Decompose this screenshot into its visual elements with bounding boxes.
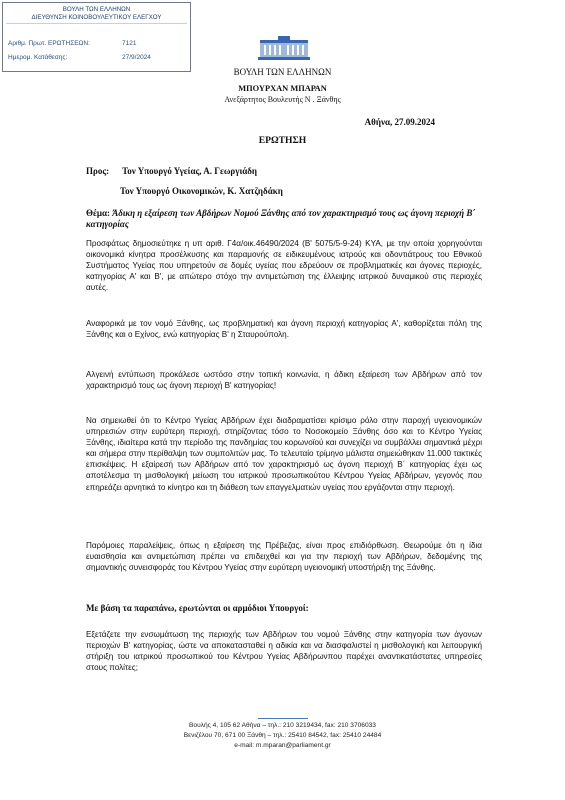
questions-intro: Με βάση τα παραπάνω, ερωτώνται οι αρμόδιοι Υπουργοί: (86, 603, 309, 613)
recipient-2-name: Τον Υπουργό Οικονομικών, Κ. Χατζηδάκη (120, 186, 283, 196)
paragraph-4: Να σημειωθεί ότι το Κέντρο Υγείας Αβδήρων έχει διαδραματίσει κρίσιμο ρόλο στην παροχή υγειονομικών υπηρεσιών στην ευρύτερη περιοχή, στηρίζοντας τόσο το Νοσοκομείο Ξάνθης όσο και το Κέντρο Υγείας Ξάνθης, ιδιαίτερα κατά την περίοδο της πανδημίας του κορωνοϊού και συνεχίζει να συμβάλλει σημαντικά μέχρι και σήμερα στην περίθαλψη των συμπολιτών μας. Το τελευταίο τρίμηνο μάλιστα σημειώθηκαν 11.000 τακτικές επισκέψεις. Η εξαίρεσή των Αβδήρων από τον χαρακτηρισμό ως άγονη περιοχή Β΄ κατηγορίας έχει ως αποτέλεσμα τη μισθολογική μείωση του ιατρικού προσωπικούτου Κέντρου Υγείας Αβδήρων, γεγονός που επηρεάζει αρνητικά το κίνητρο και τη διάθεση των επαγγελματιών υγείας που εργάζονται στην περιοχή. (86, 416, 482, 492)
stamp-date-value: 27/9/2024 (122, 54, 151, 61)
mp-role: Ανεξάρτητος Βουλευτής Ν . Ξάνθης (224, 95, 341, 104)
question-1: Εξετάζετε την ενσωμάτωση της περιοχής των Αβδήρων του νομού Ξάνθης στην κατηγορία των άγονων περιοχών Β' κατηγορίας, ώστε να αποκατασταθεί η αδικία και να διασφαλιστεί η μισθολογική και λειτουργική στήριξη του ιατρικού προσωπικού του Κέντρου Υγείας Αβδήρωνπου παρέχει αναντικατάστατες υπηρεσίες στους πολίτες; (86, 630, 482, 673)
recipient-1 (86, 166, 257, 176)
stamp-line-2: ΔΙΕΥΘΥΝΣΗ ΚΟΙΝΟΒΟΥΛΕΥΤΙΚΟΥ ΕΛΕΓΧΟΥ (31, 13, 162, 21)
paragraph-3: Αλγεινή εντύπωση προκάλεσε ωστόσο στην τοπική κοινωνία, η άδικη εξαίρεση των Αβδήρων από τον χαρακτηρισμό τους ως άγονη περιοχή Β' κατηγορίας! (86, 370, 482, 391)
parliament-logo-icon (258, 34, 310, 62)
stamp-header (6, 3, 187, 24)
parliament-name: ΒΟΥΛΗ ΤΩΝ ΕΛΛΗΝΩΝ (233, 67, 332, 77)
mp-name: ΜΠΟΥΡΧΑΝ ΜΠΑΡΑΝ (238, 84, 327, 93)
stamp-date-label: Ημερομ. Κατάθεσης: (8, 54, 68, 61)
stamp-protocol-value: 7121 (122, 40, 137, 47)
paragraph-1: Προσφάτως δημοσιεύτηκε η υπ αριθ. Γ4α/οικ.46490/2024 (Β' 5075/5-9-24) ΚΥΑ, με την οποία χορηγούνται οικονομικά κίνητρα προσέλκυσης και παραμονής σε ειδικευμένους ιατρούς και οδοντιάτρους του Εθνικού Συστήματος Υγείας που υπηρετούν σε δομές υγείας που εδρεύουν σε προβληματικές και άγονες περιοχές, κατηγορίας Α' και Β', με απώτερο στόχο την αντιμετώπιση της έλλειψης ιατρικού δυναμικού στις περιοχές αυτές. (86, 239, 482, 293)
paragraph-5: Παρόμοιες παραλείψεις, όπως η εξαίρεση της Πρέβεζας, είναι προς επιδιόρθωση. Θεωρούμε ότι η ίδια ευαισθησία και αντιμετώπιση πρέπει να επιδειχθεί και για την περιοχή των Αβδήρων, δεδομένης της σημαντικής συνεισφοράς του Κέντρου Υγείας στην ευρύτερη υγειονομική υποστήριξη της Ξάνθης. (86, 541, 482, 573)
paragraph-2: Αναφορικά με τον νομό Ξάνθης, ως προβληματική και άγονη περιοχή κατηγορίας Α', καθορίζεται πόλη της Ξάνθης και ο Εχίνος, ενώ κατηγορίας Β' η Σταυρούπολη. (86, 319, 482, 340)
document-title: ΕΡΩΤΗΣΗ (258, 135, 307, 146)
footer-address-xanthi: Βενιζέλου 70, 671 00 Ξάνθη – τηλ.: 25410 84542, fax: 25410 24484 (183, 732, 382, 739)
stamp-protocol-label: Αριθμ. Πρωτ. ΕΡΩΤΗΣΕΩΝ: (8, 40, 90, 47)
recipient-label: Προς: (86, 166, 110, 176)
subject-text: Άδικη η εξαίρεση των Αβδήρων Νομού Ξάνθης από τον χαρακτηρισμό τους ως άγονη περιοχή Β΄ κατηγορίας (86, 208, 476, 229)
recipient-1-name: Τον Υπουργό Υγείας, Α. Γεωργιάδη (122, 166, 258, 176)
footer-email: e-mail: m.mparan@parliament.gr (234, 742, 331, 749)
footer-address-athens: Βουλής 4, 105 62 Αθήνα – τηλ.: 210 3219434, fax: 210 3706033 (189, 722, 376, 729)
document-date: Αθήνα, 27.09.2024 (364, 117, 435, 127)
registration-stamp (2, 2, 191, 72)
subject-label: Θέμα: (86, 208, 110, 218)
subject (86, 208, 482, 230)
recipient-2 (120, 186, 283, 196)
footer-divider (258, 718, 308, 719)
stamp-line-1: ΒΟΥΛΗ ΤΩΝ ΕΛΛΗΝΩΝ (62, 6, 131, 13)
